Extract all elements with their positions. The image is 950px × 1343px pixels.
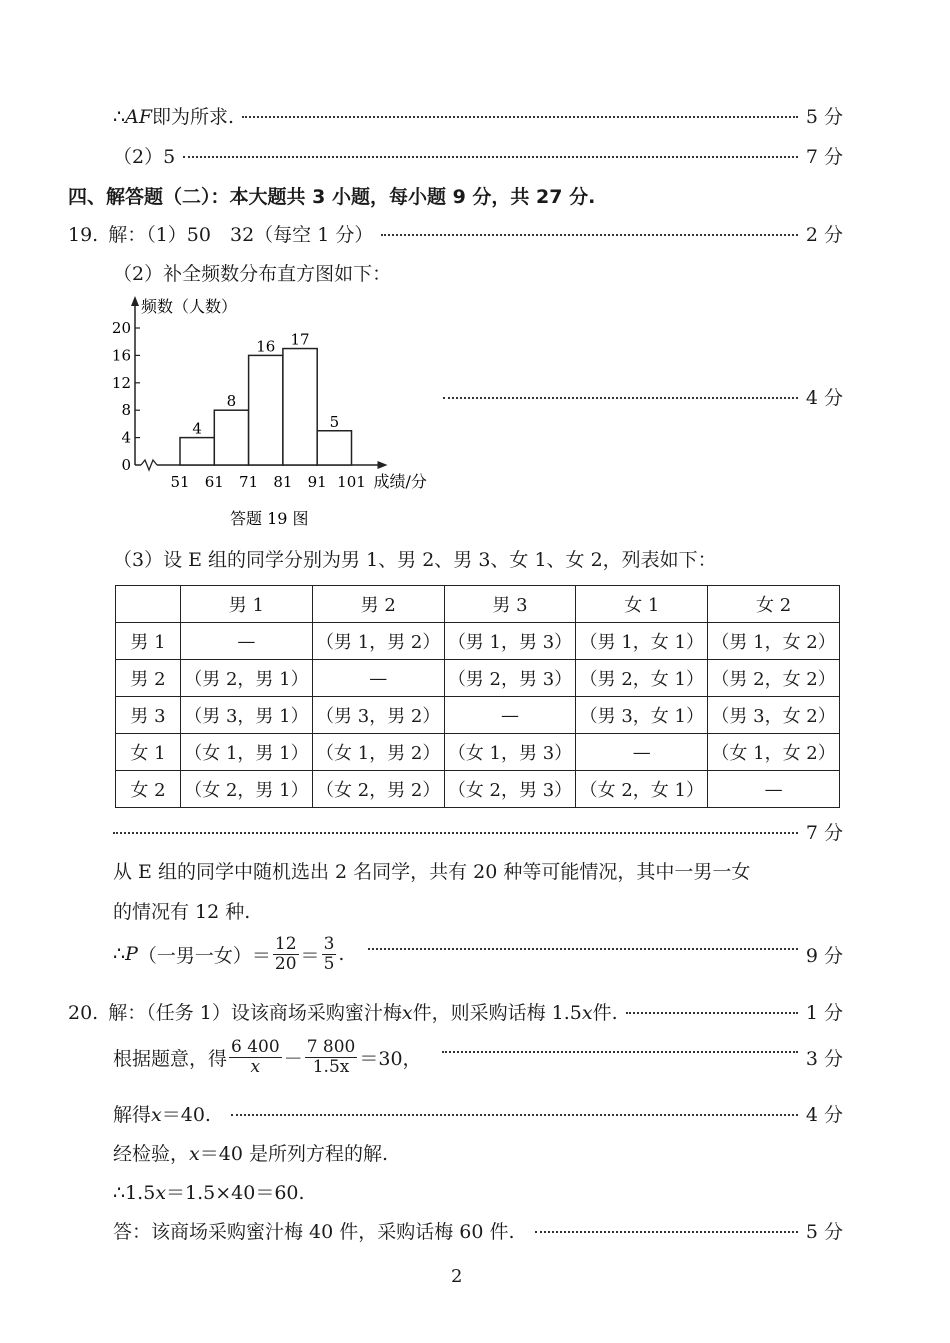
- header-cell: 男 3: [444, 586, 576, 623]
- answer-text: ＝40.: [161, 1104, 211, 1126]
- y-tick-label: 16: [111, 346, 131, 365]
- histogram-chart: [100, 290, 445, 535]
- score-label: 7 分: [805, 146, 843, 168]
- table-cell: （男 1，女 2）: [708, 623, 840, 660]
- dot-leader: [626, 1012, 798, 1014]
- bar-data-label: 4: [192, 419, 202, 438]
- table-score-line: [113, 818, 843, 845]
- table-cell: —: [444, 697, 576, 734]
- period: .: [338, 943, 345, 966]
- section-heading: 四、解答题（二）：本大题共 3 小题，每小题 9 分，共 27 分.: [68, 186, 596, 208]
- table-header-row: [116, 586, 840, 623]
- table-cell: （男 3，男 1）: [181, 697, 313, 734]
- histogram-score-line: [443, 383, 843, 410]
- figure-caption: 答题 19 图: [230, 509, 309, 528]
- numerator: 12: [274, 934, 297, 954]
- conclusion-line-1: 从 E 组的同学中随机选出 2 名同学，共有 20 种等可能情况，其中一男一女: [113, 861, 751, 883]
- dot-leader: [242, 116, 798, 118]
- table-row: [116, 771, 840, 808]
- table-cell: —: [708, 771, 840, 808]
- denominator: 20: [274, 953, 297, 974]
- numerator: 3: [323, 934, 335, 954]
- score-label: 4 分: [805, 1104, 843, 1126]
- answer-text: ＝40 是所列方程的解.: [199, 1143, 388, 1165]
- table-cell: （男 1，女 1）: [576, 623, 708, 660]
- numerator: 6 400: [231, 1037, 280, 1057]
- q19-part3-text: （3）设 E 组的同学分别为男 1、男 2、男 3、女 1、女 2，列表如下：: [113, 549, 717, 571]
- question-number: 20.: [68, 1002, 99, 1024]
- fraction-6400-x: [229, 1038, 282, 1076]
- denominator: 1.5x: [312, 1056, 350, 1077]
- table-cell: （女 1，男 1）: [181, 734, 313, 771]
- table-cell: （男 2，女 2）: [708, 660, 840, 697]
- row-header-cell: 男 3: [116, 697, 181, 734]
- pair-table: [115, 585, 840, 808]
- x-tick-label: 71: [239, 473, 259, 491]
- table-cell: （女 2，男 1）: [181, 771, 313, 808]
- dot-leader: [442, 1051, 798, 1053]
- header-cell: 女 2: [708, 586, 840, 623]
- table-cell: （男 3，女 1）: [576, 697, 708, 734]
- table-row: [116, 623, 840, 660]
- x-tick-label: 61: [204, 473, 224, 491]
- conclusion-line-2: 的情况有 12 种.: [113, 901, 251, 923]
- score-label: 9 分: [805, 944, 843, 967]
- header-cell: 男 2: [312, 586, 444, 623]
- x-tick-label: 101: [337, 473, 366, 491]
- variable-af: AF: [125, 106, 152, 128]
- table-row: [116, 697, 840, 734]
- answer-text: 1.5: [125, 1182, 156, 1204]
- answer-line-q18-2: [113, 142, 843, 169]
- variable-p: P: [125, 943, 138, 966]
- table-row: [116, 660, 840, 697]
- calc-line: [113, 1178, 305, 1205]
- dot-leader: [231, 1114, 798, 1116]
- header-cell: [116, 586, 181, 623]
- equation-rhs: ＝30，: [359, 1047, 422, 1070]
- histogram-bar: [249, 355, 283, 465]
- dot-leader: [183, 156, 798, 158]
- score-label: 1 分: [805, 1002, 843, 1024]
- x-tick-label: 81: [273, 473, 293, 491]
- variable-x: x: [155, 1182, 167, 1204]
- fraction-7800-1.5x: [305, 1038, 358, 1076]
- q19-part2-text: （2）补全频数分布直方图如下：: [113, 263, 392, 285]
- answer-line-q19-1: [68, 220, 843, 247]
- histogram-bar: [283, 349, 317, 465]
- question-number: 19.: [68, 224, 99, 246]
- score-label: 5 分: [805, 1221, 843, 1243]
- table-cell: —: [312, 660, 444, 697]
- answer-text: ＝1.5×40＝60.: [166, 1182, 305, 1204]
- equation-intro: 根据题意，得: [113, 1047, 228, 1070]
- y-tick-label: 8: [121, 401, 131, 420]
- answer-line-q20-final: [113, 1217, 843, 1244]
- bar-data-label: 16: [256, 337, 276, 356]
- denominator: 5: [323, 953, 335, 974]
- fraction-3-5: [322, 935, 337, 973]
- variable-x: x: [401, 1002, 413, 1024]
- header-cell: 男 1: [181, 586, 313, 623]
- y-axis-arrow: [131, 296, 139, 306]
- variable-x: x: [189, 1143, 200, 1165]
- answer-text: 经检验，: [113, 1143, 190, 1165]
- x-axis-break: [141, 460, 157, 470]
- event-text: （一男一女）＝: [137, 944, 271, 967]
- answer-text: 解得: [113, 1104, 152, 1126]
- dot-leader: [113, 832, 798, 834]
- score-label: 5 分: [805, 106, 843, 128]
- therefore-symbol: ∴: [113, 943, 126, 966]
- table-cell: （男 2，男 3）: [444, 660, 576, 697]
- fraction-12-20: [273, 935, 299, 973]
- x-axis-arrow: [378, 461, 388, 469]
- answer-text: 件.: [592, 1002, 618, 1024]
- minus-sign: －: [283, 1047, 303, 1070]
- x-tick-label: 91: [307, 473, 327, 491]
- bar-data-label: 8: [226, 392, 237, 411]
- table-cell: （男 2，女 1）: [576, 660, 708, 697]
- answer-text: （2）5: [113, 146, 176, 168]
- y-axis-label: 频数（人数）: [141, 297, 238, 316]
- table-cell: （女 2，男 3）: [444, 771, 576, 808]
- therefore-symbol: ∴: [113, 1182, 126, 1204]
- answer-text: 即为所求.: [152, 106, 235, 128]
- table-cell: （女 1，女 2）: [708, 734, 840, 771]
- variable-x: x: [581, 1002, 593, 1024]
- x-axis-label: 成绩/分: [373, 472, 427, 491]
- score-label: 7 分: [805, 822, 843, 844]
- check-line: [113, 1139, 388, 1166]
- row-header-cell: 女 2: [116, 771, 181, 808]
- table-cell: （男 1，男 2）: [312, 623, 444, 660]
- table-cell: （男 1，男 3）: [444, 623, 576, 660]
- numerator: 7 800: [306, 1037, 356, 1057]
- table-cell: —: [576, 734, 708, 771]
- equation-line: [113, 1038, 843, 1076]
- y-tick-label: 20: [111, 319, 131, 337]
- page-number: 2: [451, 1266, 463, 1287]
- score-label: 4 分: [805, 387, 843, 409]
- table-cell: （男 2，男 1）: [181, 660, 313, 697]
- y-tick-label: 0: [121, 456, 131, 474]
- table-cell: （男 3，女 2）: [708, 697, 840, 734]
- score-label: 3 分: [805, 1047, 843, 1070]
- equals-sign: ＝: [300, 944, 320, 967]
- histogram-bar: [180, 438, 214, 465]
- dot-leader: [535, 1231, 798, 1233]
- row-header-cell: 女 1: [116, 734, 181, 771]
- y-tick-label: 12: [111, 373, 131, 392]
- answer-text: 解：（任务 1）设该商场采购蜜汁梅: [108, 1002, 402, 1024]
- dot-leader: [381, 234, 798, 236]
- row-header-cell: 男 1: [116, 623, 181, 660]
- row-header-cell: 男 2: [116, 660, 181, 697]
- dot-leader: [368, 948, 797, 950]
- histogram-bar: [214, 410, 248, 465]
- histogram-bar: [317, 431, 351, 465]
- x-tick-label: 51: [170, 473, 190, 491]
- answer-line-af: [113, 102, 843, 129]
- table-cell: —: [181, 623, 313, 660]
- table-row: [116, 734, 840, 771]
- therefore-symbol: ∴: [113, 106, 126, 128]
- dot-leader: [443, 397, 798, 399]
- answer-text: 件，则采购话梅 1.5: [412, 1002, 582, 1024]
- answer-text: 答：该商场采购蜜汁梅 40 件，采购话梅 60 件.: [113, 1221, 515, 1243]
- table-cell: （女 2，男 2）: [312, 771, 444, 808]
- histogram-plot: [112, 296, 427, 528]
- bar-data-label: 5: [329, 412, 340, 431]
- bar-data-label: 17: [290, 330, 310, 349]
- probability-line: [113, 935, 843, 973]
- score-label: 2 分: [805, 224, 843, 246]
- header-cell: 女 1: [576, 586, 708, 623]
- table-cell: （女 2，女 1）: [576, 771, 708, 808]
- answer-text: 解：（1）50 32（每空 1 分）: [108, 224, 374, 246]
- table-cell: （男 3，男 2）: [312, 697, 444, 734]
- answer-line-q20-1: [68, 998, 843, 1025]
- solve-line: [113, 1100, 843, 1127]
- table-cell: （女 1，男 3）: [444, 734, 576, 771]
- denominator: x: [250, 1056, 261, 1077]
- variable-x: x: [151, 1104, 162, 1126]
- y-tick-label: 4: [121, 428, 131, 447]
- table-cell: （女 1，男 2）: [312, 734, 444, 771]
